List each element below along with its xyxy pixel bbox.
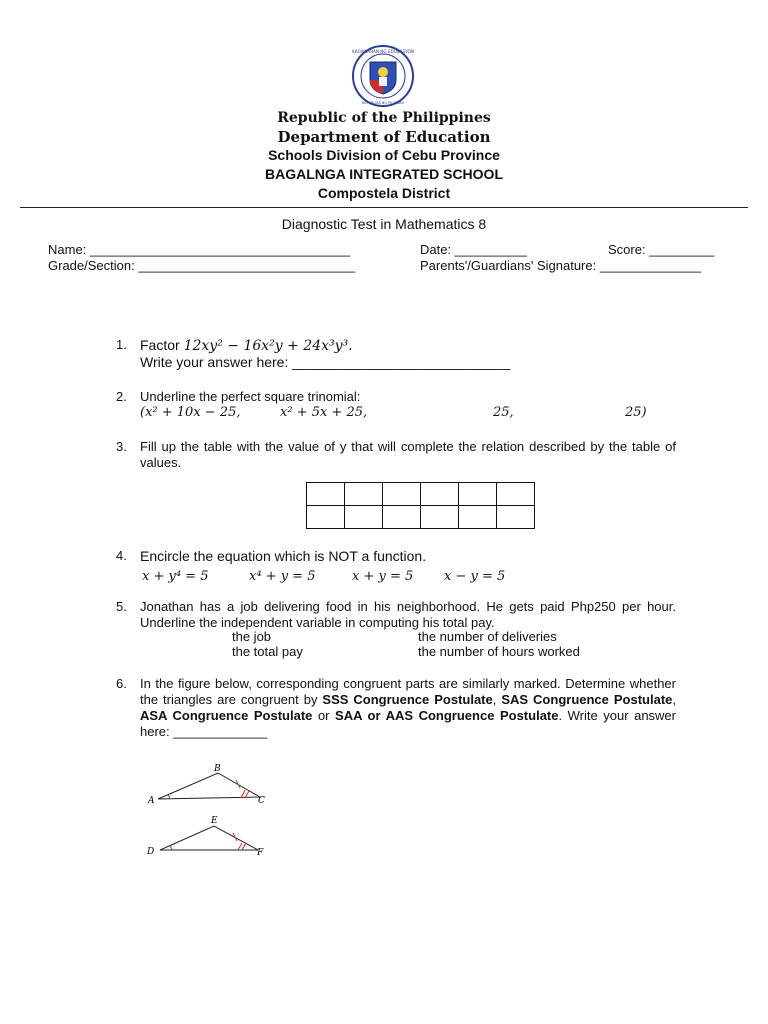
q5-text: Jonathan has a job delivering food in his neighborhood. He gets paid Php250 per hour. Underline the independent variable in computing his total pay. [140, 599, 676, 630]
q5-option-2[interactable]: the number of deliveries [418, 629, 557, 644]
republic-line: Republic of the Philippines [277, 110, 491, 126]
q2-option-3[interactable]: 25, [493, 405, 514, 420]
q1-answer-line[interactable]: Write your answer here: ____________________________ [140, 354, 511, 370]
grade-section-field[interactable]: Grade/Section: ______________________________ [48, 258, 356, 273]
q6-asa: ASA Congruence Postulate [140, 708, 313, 723]
vertex-a: A [148, 796, 155, 806]
q2-text: Underline the perfect square trinomial: [140, 389, 361, 404]
header-divider [20, 207, 748, 208]
table-cell[interactable] [497, 506, 535, 529]
test-title: Diagnostic Test in Mathematics 8 [281, 216, 487, 232]
table-cell[interactable] [421, 506, 459, 529]
q1-number: 1. [116, 337, 127, 352]
signature-field[interactable]: Parents'/Guardians' Signature: ______________ [420, 258, 702, 273]
triangle-def [146, 816, 264, 858]
q4-equation-3[interactable]: x + y = 5 [352, 569, 414, 584]
seal-text-top: KAGAWARAN NG EDUKASYON [352, 49, 414, 54]
q2-option-2[interactable]: x² + 5x + 25, [280, 405, 368, 420]
table-cell[interactable] [307, 483, 345, 506]
vertex-d: D [147, 847, 155, 857]
table-cell[interactable] [383, 483, 421, 506]
triangle-abc [147, 764, 265, 806]
q6-text-part-3: , [672, 692, 677, 707]
q3-number: 3. [116, 439, 127, 454]
q6-sas: SAS Congruence Postulate [501, 692, 673, 707]
school-line: BAGALNGA INTEGRATED SCHOOL [265, 166, 503, 182]
values-table-row-y [307, 506, 535, 529]
q4-equation-2[interactable]: x⁴ + y = 5 [249, 569, 316, 584]
table-cell[interactable] [307, 506, 345, 529]
q4-equation-4[interactable]: x − y = 5 [444, 569, 506, 584]
values-table [306, 482, 535, 529]
q5-number: 5. [116, 599, 127, 614]
q2-number: 2. [116, 389, 127, 404]
vertex-b: B [214, 764, 221, 774]
name-field[interactable]: Name: ____________________________________ [48, 242, 351, 257]
table-cell[interactable] [383, 506, 421, 529]
table-cell[interactable] [459, 483, 497, 506]
district-line: Compostela District [317, 185, 451, 201]
vertex-e: E [211, 816, 218, 826]
q1-text [140, 337, 353, 354]
table-cell[interactable] [459, 506, 497, 529]
q4-number: 4. [116, 548, 127, 563]
q6-text-part-1: In the figure below, corresponding congruent parts are similarly marked. Determine whether the triangles are congruent by [140, 676, 676, 707]
q6-text-part-4: or [312, 708, 336, 723]
q2-option-4[interactable]: 25) [625, 405, 647, 420]
vertex-f: F [257, 848, 264, 858]
q5-option-4[interactable]: the number of hours worked [418, 644, 580, 659]
q2-option-1[interactable]: (x² + 10x − 25, [140, 405, 241, 420]
vertex-c: C [258, 796, 265, 806]
q6-sss: SSS Congruence Postulate [322, 692, 493, 707]
q6-text [140, 676, 676, 740]
seal-text-bottom: REPUBLIKA NG PILIPINAS [361, 101, 405, 105]
q1-prefix: Factor [140, 337, 180, 353]
division-line: Schools Division of Cebu Province [268, 147, 500, 163]
score-field[interactable]: Score: _________ [608, 242, 715, 257]
table-cell[interactable] [421, 483, 459, 506]
date-field[interactable]: Date: __________ [420, 242, 527, 257]
deped-seal-icon [336, 44, 430, 108]
q5-option-3[interactable]: the total pay [232, 644, 303, 659]
department-line: Department of Education [277, 128, 491, 146]
table-cell[interactable] [345, 506, 383, 529]
q6-saa-aas: SAA or AAS Congruence Postulate [335, 708, 559, 723]
q3-text: Fill up the table with the value of y that will complete the relation described by the table of values. [140, 439, 676, 470]
q1-expression: 12xy² − 16x²y + 24x³y³. [183, 338, 353, 354]
q6-number: 6. [116, 676, 127, 691]
q4-text: Encircle the equation which is NOT a function. [140, 548, 427, 564]
table-cell[interactable] [497, 483, 535, 506]
q6-text-part-2: , [492, 692, 502, 707]
table-cell[interactable] [345, 483, 383, 506]
values-table-row-x [307, 483, 535, 506]
q6-text-part-5[interactable]: . Write your answer here: _____________ [140, 708, 676, 739]
q5-option-1[interactable]: the job [232, 629, 272, 644]
triangle-figure [140, 758, 280, 862]
q4-equation-1[interactable]: x + y⁴ = 5 [142, 569, 209, 584]
